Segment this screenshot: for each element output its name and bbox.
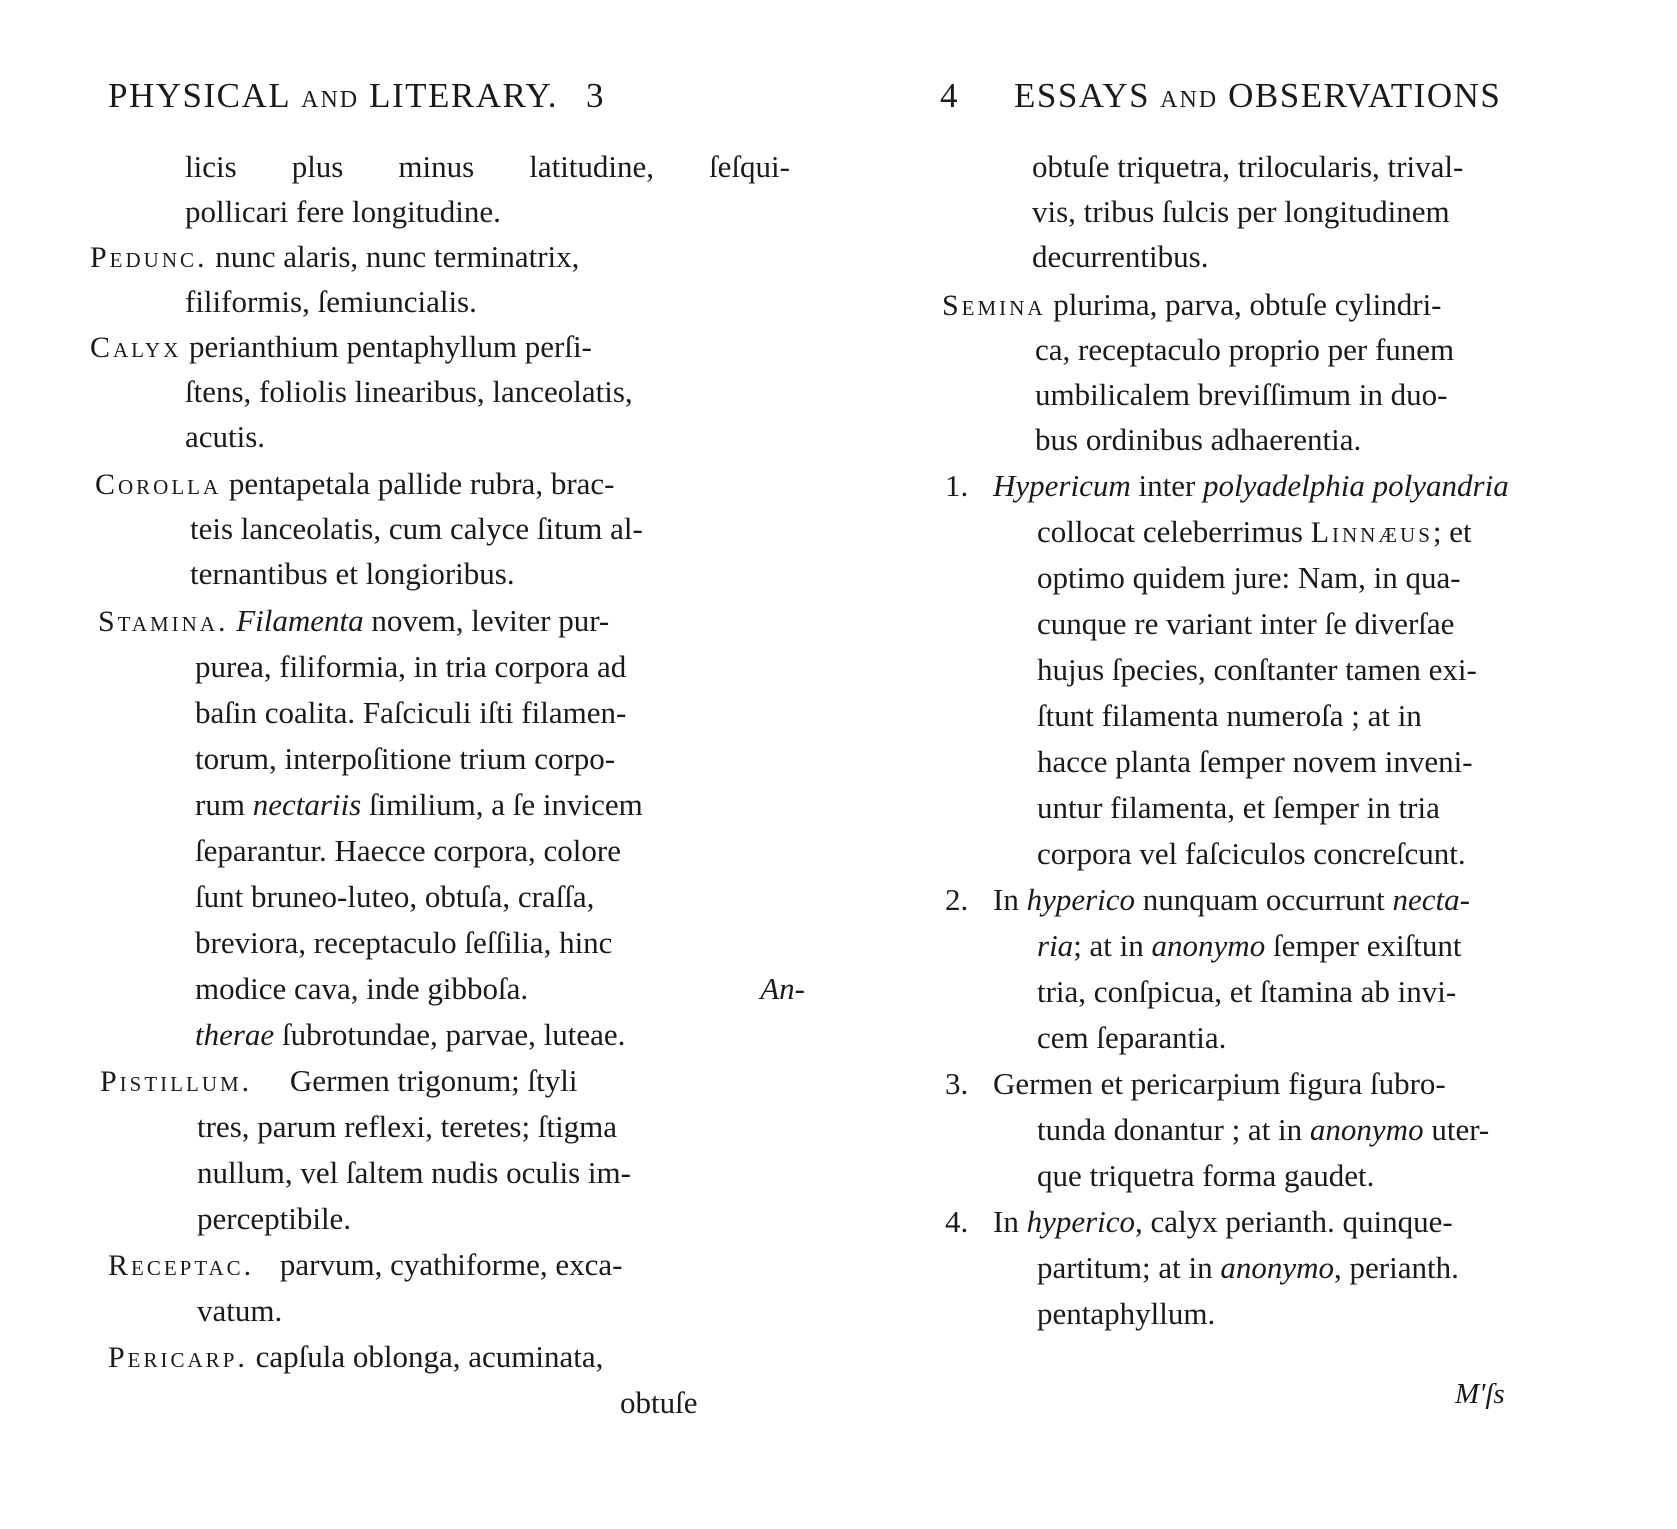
text-line: plurima, parva, obtuſe cylindri- xyxy=(1053,287,1442,322)
text-line: teis lanceolatis, cum calyce ſitum al- xyxy=(190,511,643,546)
text-line-mixed: tunda donantur ; at in anonymo uter- xyxy=(1037,1112,1490,1147)
text-line: baſin coalita. Faſciculi iſti filamen- xyxy=(195,695,627,730)
entry-pistillum xyxy=(100,1057,578,1104)
text-line: perceptibile. xyxy=(197,1201,352,1236)
text-line: novem, leviter pur- xyxy=(371,603,610,638)
text-line: ſunt bruneo-luteo, obtuſa, craſſa, xyxy=(195,879,595,914)
entry-receptac xyxy=(108,1241,622,1288)
text-line: bus ordinibus adhaerentia. xyxy=(1035,422,1362,457)
term-label: Pedunc. xyxy=(90,241,208,274)
text-line: que triquetra forma gaudet. xyxy=(1037,1158,1375,1193)
list-number: 4. xyxy=(945,1204,969,1239)
text-line-mixed: therae ſubrotundae, parvae, luteae. xyxy=(195,1017,626,1052)
list-number: 1. xyxy=(945,468,969,503)
italic-term: Filamenta xyxy=(236,603,364,638)
text-line: ca, receptaculo proprio per funem xyxy=(1035,332,1455,367)
text-line: vis, tribus ſulcis per longitudinem xyxy=(1032,194,1450,229)
italic-term: polyadelphia polyandria xyxy=(1203,468,1509,503)
right-running-head xyxy=(940,76,1501,116)
italic-term: nectariis xyxy=(252,787,362,822)
italic-term: An- xyxy=(760,971,805,1006)
text-line: pentapetala pallide rubra, brac- xyxy=(228,466,615,501)
term-label: Pericarp. xyxy=(108,1341,248,1374)
text-line-mixed: modice cava, inde gibboſa. An- xyxy=(195,965,805,1012)
running-head-title: OBSERVATIONS xyxy=(1228,76,1502,115)
entry-corolla xyxy=(95,460,614,507)
text-line: perianthium pentaphyllum perſi- xyxy=(188,329,592,364)
italic-term: Hypericum xyxy=(993,468,1131,503)
text-line: optimo quidem jure: Nam, in qua- xyxy=(1037,560,1461,595)
text-line: corpora vel faſciculos concreſcunt. xyxy=(1037,836,1466,871)
text-line: acutis. xyxy=(185,419,266,454)
text-line: untur filamenta, et ſemper in tria xyxy=(1037,790,1440,825)
text-line: decurrentibus. xyxy=(1032,239,1209,274)
italic-term: hyperico xyxy=(1026,1204,1136,1239)
text-line: obtuſe triquetra, trilocularis, trival- xyxy=(1032,149,1464,184)
text-line: ſtunt filamenta numeroſa ; at in xyxy=(1037,698,1422,733)
entry-pericarp xyxy=(108,1333,603,1380)
observation-2: 2. In hyperico nunquam occurrunt necta- xyxy=(945,876,1470,923)
entry-calyx xyxy=(90,323,592,370)
italic-term: ria xyxy=(1037,928,1074,963)
text-line: nunc alaris, nunc terminatrix, xyxy=(215,239,580,274)
entry-stamina xyxy=(98,597,609,644)
catchword: M'ſs xyxy=(1455,1378,1505,1410)
italic-term: therae xyxy=(195,1017,275,1052)
text-line: pentaphyllum. xyxy=(1037,1296,1216,1331)
text-line: tria, conſpicua, et ſtamina ab invi- xyxy=(1037,974,1457,1009)
text-line: torum, interpoſitione trium corpo- xyxy=(195,741,616,776)
list-number: 2. xyxy=(945,882,969,917)
running-head-title: PHYSICAL xyxy=(108,76,292,115)
text-line: tres, parum reflexi, teretes; ſtigma xyxy=(197,1109,618,1144)
text-line-mixed: partitum; at in anonymo, perianth. xyxy=(1037,1250,1459,1285)
page-number: 4 xyxy=(940,76,959,115)
text-line: licis plus minus latitudine, ſeſqui- xyxy=(185,149,790,184)
text-line: filiformis, ſemiuncialis. xyxy=(185,284,477,319)
text-line: nullum, vel ſaltem nudis oculis im- xyxy=(197,1155,631,1190)
term-label: Corolla xyxy=(95,468,222,501)
text-line: breviora, receptaculo ſeſſilia, hinc xyxy=(195,925,613,960)
text-line: pollicari fere longitudine. xyxy=(185,194,501,229)
text-line: parvum, cyathiforme, exca- xyxy=(279,1247,623,1282)
term-label: Stamina. xyxy=(98,605,229,638)
running-head-title: LITERARY. xyxy=(369,76,558,115)
text-line-mixed: collocat celeberrimus Linnæus; et xyxy=(1037,514,1472,549)
observation-4: 4. In hyperico, calyx perianth. quinque- xyxy=(945,1198,1453,1245)
observation-1: 1. Hypericum inter polyadelphia polyandria xyxy=(945,462,1509,509)
italic-term: hyperico xyxy=(1026,882,1136,917)
entry-pedunc xyxy=(90,233,790,280)
text-line: capſula oblonga, acuminata, xyxy=(255,1339,604,1374)
text-line: hacce planta ſemper novem inveni- xyxy=(1037,744,1473,779)
catchword-left: obtuſe xyxy=(620,1385,698,1420)
running-head-and: AND xyxy=(301,87,360,113)
italic-term: anonymo xyxy=(1220,1250,1335,1285)
text-line: ſeparantur. Haecce corpora, colore xyxy=(195,833,621,868)
left-running-head xyxy=(108,76,605,116)
text-line: ſtens, foliolis linearibus, lanceolatis, xyxy=(185,374,633,409)
page-number: 3 xyxy=(585,76,605,115)
text-line-mixed: rum nectariis ſimilium, a ſe invicem xyxy=(195,787,643,822)
italic-term: anonymo xyxy=(1309,1112,1424,1147)
text-line: Germen trigonum; ſtyli xyxy=(289,1063,578,1098)
running-head-and: AND xyxy=(1160,87,1219,113)
running-head-title: ESSAYS xyxy=(1014,76,1151,115)
list-number: 3. xyxy=(945,1066,969,1101)
italic-term: anonymo xyxy=(1151,928,1266,963)
text-line-mixed: ria; at in anonymo ſemper exiſtunt xyxy=(1037,928,1462,963)
text-line: ternantibus et longioribus. xyxy=(190,556,515,591)
term-label: Pistillum. xyxy=(100,1065,253,1098)
term-label: Calyx xyxy=(90,331,182,364)
entry-semina xyxy=(942,281,1442,328)
text-line: vatum. xyxy=(197,1293,283,1328)
term-label: Semina xyxy=(942,289,1046,322)
text-line: cunque re variant inter ſe diverſae xyxy=(1037,606,1455,641)
text-line: hujus ſpecies, conſtanter tamen exi- xyxy=(1037,652,1477,687)
text-line: purea, filiformia, in tria corpora ad xyxy=(195,649,627,684)
text-line: umbilicalem breviſſimum in duo- xyxy=(1035,377,1448,412)
observation-3: 3. Germen et pericarpium figura ſubro- xyxy=(945,1060,1446,1107)
name-linnaeus: Linnæus xyxy=(1310,516,1433,549)
italic-term: necta- xyxy=(1392,882,1470,917)
text-line: cem ſeparantia. xyxy=(1037,1020,1227,1055)
term-label: Receptac. xyxy=(108,1249,255,1282)
